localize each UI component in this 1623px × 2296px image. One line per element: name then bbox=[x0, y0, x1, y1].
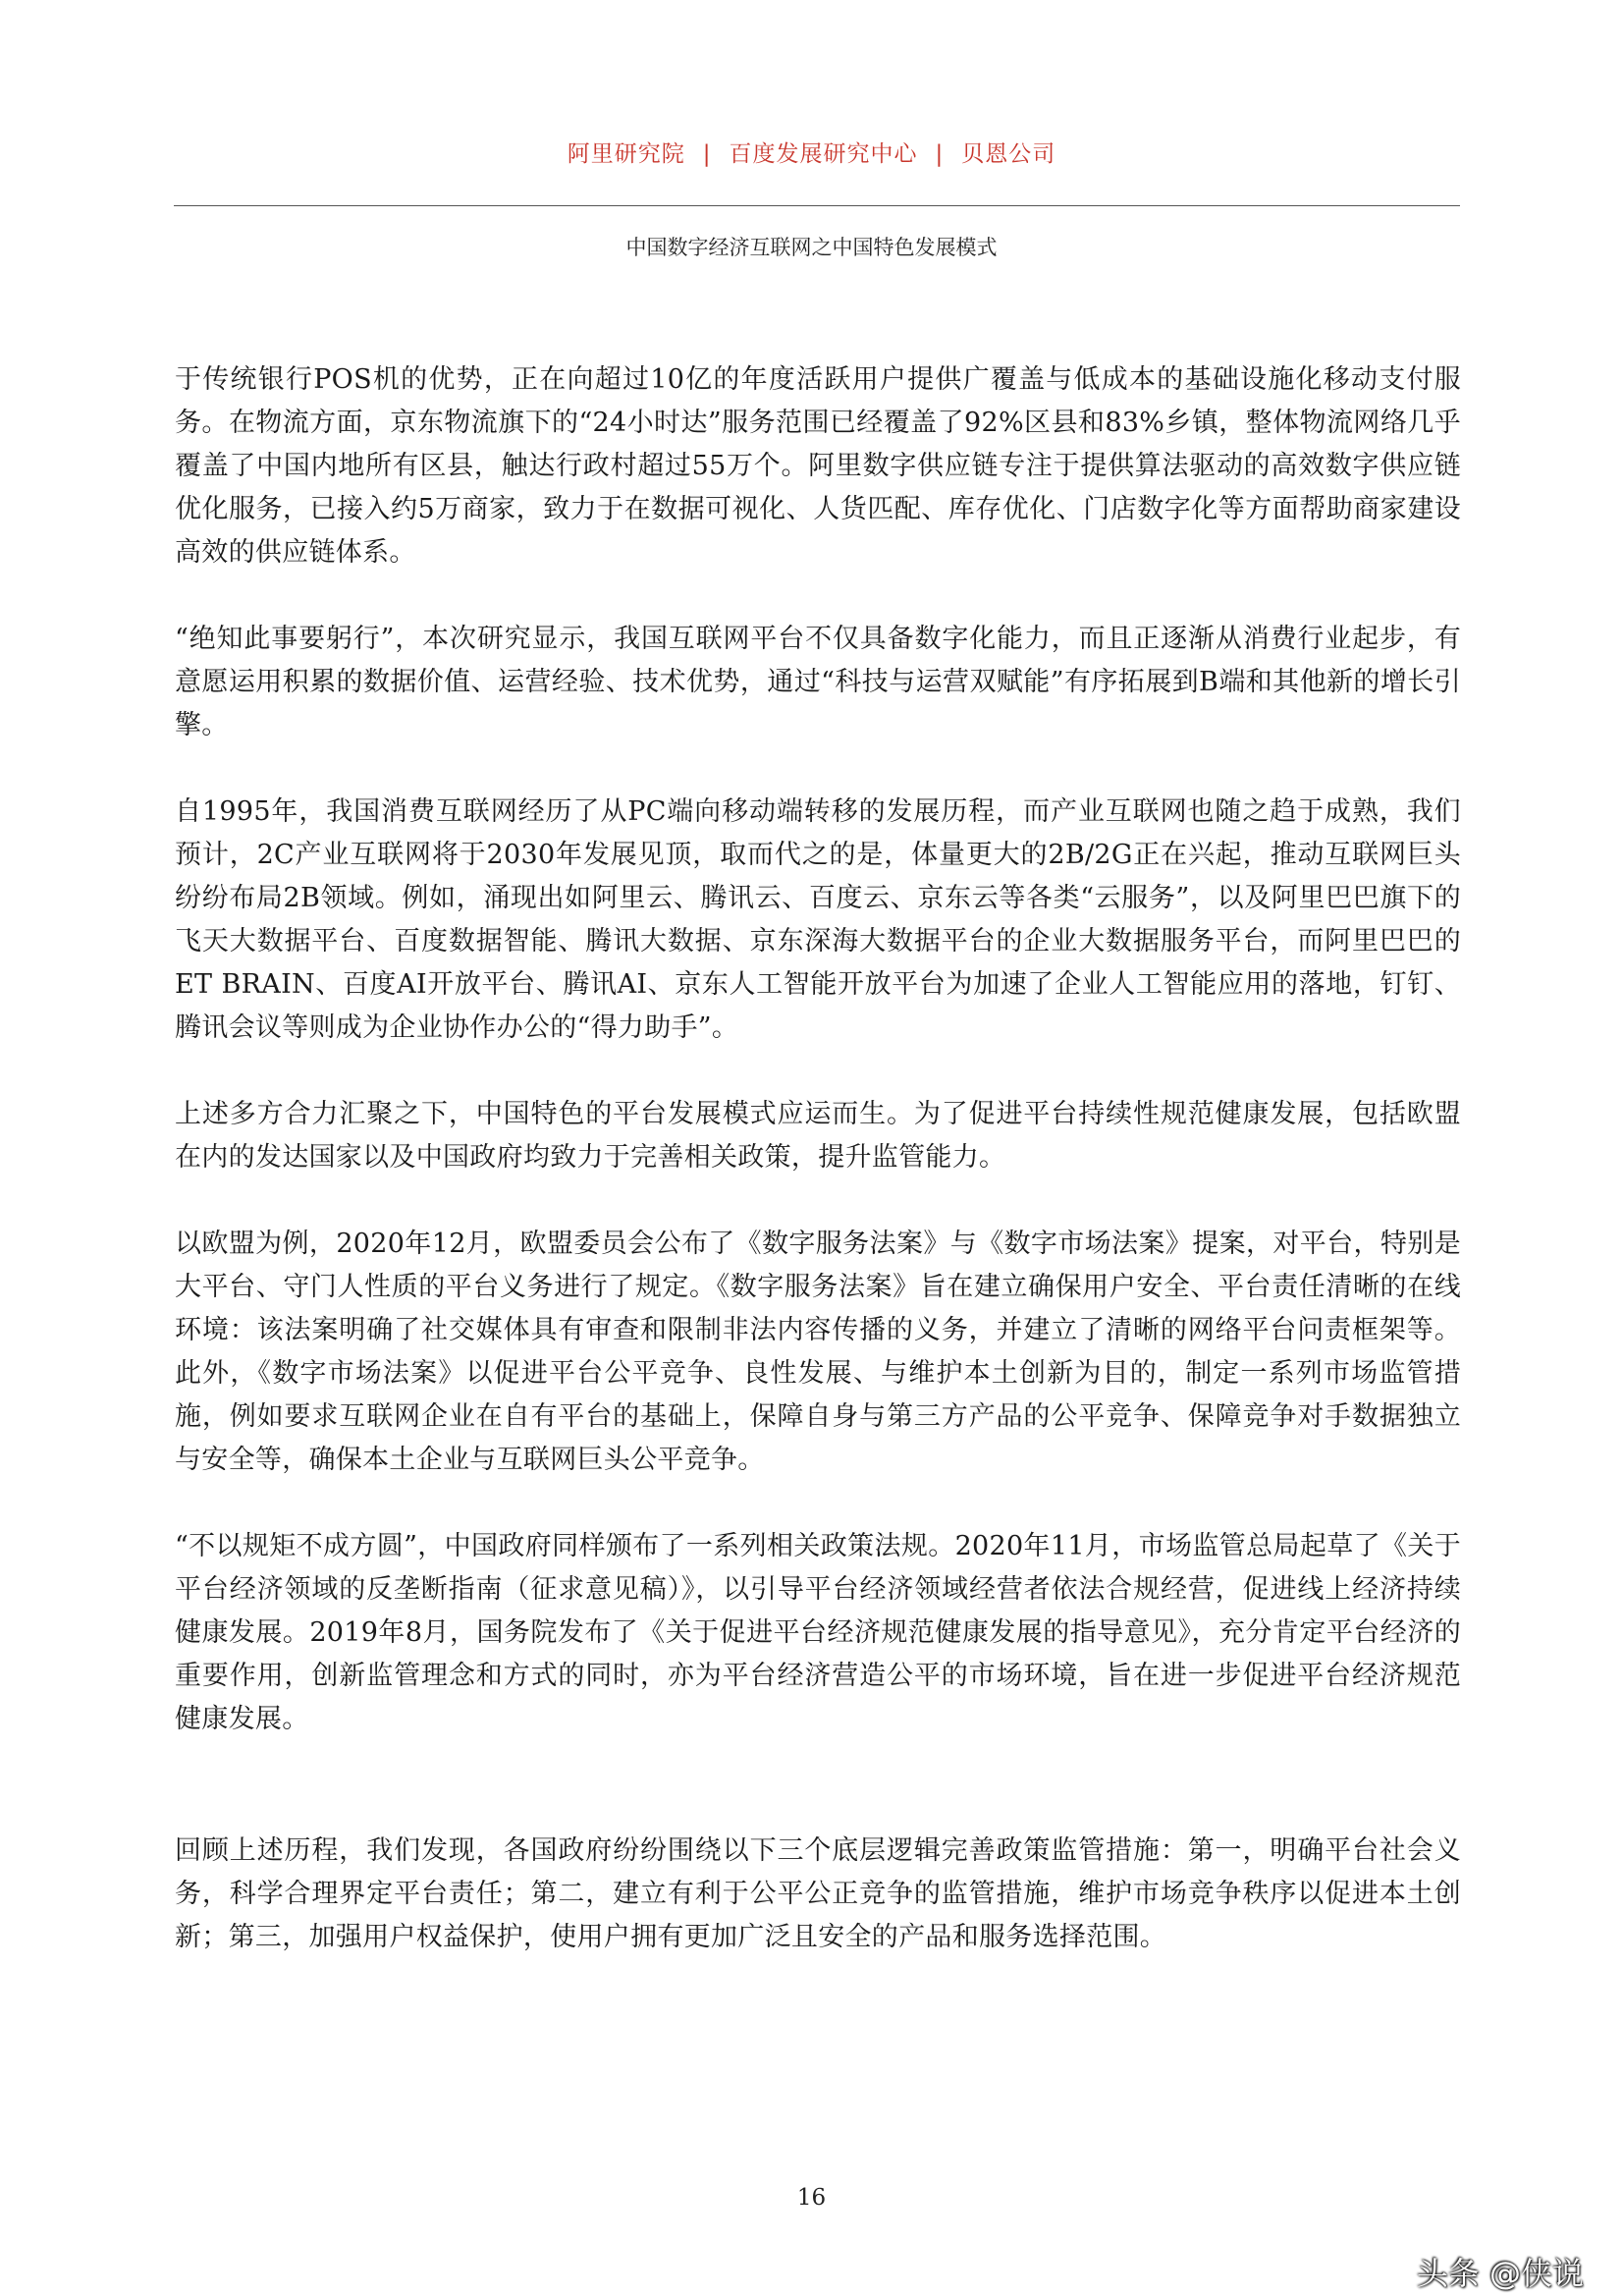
paragraph: 自1995年，我国消费互联网经历了从PC端向移动端转移的发展历程，而产业互联网也随之趋于成熟，我们预计，2C产业互联网将于2030年发展见顶，取而代之的是，体量更大的2B/2G正在兴起，推动互联网巨头纷纷布局2B领域。例如，涌现出如阿里云、腾讯云、百度云、京东云等各类“云服务”，以及阿里巴巴旗下的飞天大数据平台、百度数据智能、腾讯大数据、京东深海大数据平台的企业大数据服务平台，而阿里巴巴的ET BRAIN、百度AI开放平台、腾讯AI、京东人工智能开放平台为加速了企业人工智能应用的落地，钉钉、腾讯会议等则成为企业协作办公的“得力助手”。 bbox=[175, 796, 1461, 1043]
document-body bbox=[175, 358, 1461, 2002]
org-bain: 贝恩公司 bbox=[961, 141, 1056, 167]
header-organizations bbox=[0, 136, 1623, 168]
paragraph: 于传统银行POS机的优势，正在向超过10亿的年度活跃用户提供广覆盖与低成本的基础设施化移动支付服务。在物流方面，京东物流旗下的“24小时达”服务范围已经覆盖了92%区县和83%乡镇，整体物流网络几乎覆盖了中国内地所有区县，触达行政村超过55万个。阿里数字供应链专注于提供算法驱动的高效数字供应链优化服务，已接入约5万商家，致力于在数据可视化、人货匹配、库存优化、门店数字化等方面帮助商家建设高效的供应链体系。 bbox=[175, 364, 1461, 568]
org-alibaba-research: 阿里研究院 bbox=[567, 141, 685, 167]
report-title: 中国数字经济互联网之中国特色发展模式 bbox=[625, 236, 998, 259]
header-separator: | bbox=[935, 141, 945, 167]
header-divider bbox=[174, 205, 1460, 206]
paragraph: 回顾上述历程，我们发现，各国政府纷纷围绕以下三个底层逻辑完善政策监管措施：第一，明确平台社会义务，科学合理界定平台责任；第二，建立有利于公平公正竞争的监管措施，维护市场竞争秩序以促进本土创新；第三，加强用户权益保护，使用户拥有更加广泛且安全的产品和服务选择范围。 bbox=[175, 1835, 1461, 1952]
watermark: 头条 @侠说 bbox=[1416, 2255, 1584, 2292]
paragraph: 以欧盟为例，2020年12月，欧盟委员会公布了《数字服务法案》与《数字市场法案》提案，对平台，特别是大平台、守门人性质的平台义务进行了规定。《数字服务法案》旨在建立确保用户安全、平台责任清晰的在线环境：该法案明确了社交媒体具有审查和限制非法内容传播的义务，并建立了清晰的网络平台问责框架等。此外，《数字市场法案》以促进平台公平竞争、良性发展、与维护本土创新为目的，制定一系列市场监管措施，例如要求互联网企业在自有平台的基础上，保障自身与第三方产品的公平竞争、保障竞争对手数据独立与安全等，确保本土企业与互联网巨头公平竞争。 bbox=[175, 1229, 1461, 1475]
header-separator: | bbox=[702, 141, 712, 167]
paragraph: “绝知此事要躬行”，本次研究显示，我国互联网平台不仅具备数字化能力，而且正逐渐从消费行业起步，有意愿运用积累的数据价值、运营经验、技术优势，通过“科技与运营双赋能”有序拓展到B端和其他新的增长引擎。 bbox=[175, 624, 1461, 740]
paragraph: “不以规矩不成方圆”，中国政府同样颁布了一系列相关政策法规。2020年11月，市场监管总局起草了《关于平台经济领域的反垄断指南（征求意见稿）》，以引导平台经济领域经营者依法合规经营，促进线上经济持续健康发展。2019年8月，国务院发布了《关于促进平台经济规范健康发展的指导意见》，充分肯定平台经济的重要作用，创新监管理念和方式的同时，亦为平台经济营造公平的市场环境，旨在进一步促进平台经济规范健康发展。 bbox=[175, 1531, 1461, 1734]
page-number: 16 bbox=[796, 2185, 827, 2211]
org-baidu-research: 百度发展研究中心 bbox=[729, 141, 918, 167]
paragraph: 上述多方合力汇聚之下，中国特色的平台发展模式应运而生。为了促进平台持续性规范健康发展，包括欧盟在内的发达国家以及中国政府均致力于完善相关政策，提升监管能力。 bbox=[175, 1099, 1461, 1173]
